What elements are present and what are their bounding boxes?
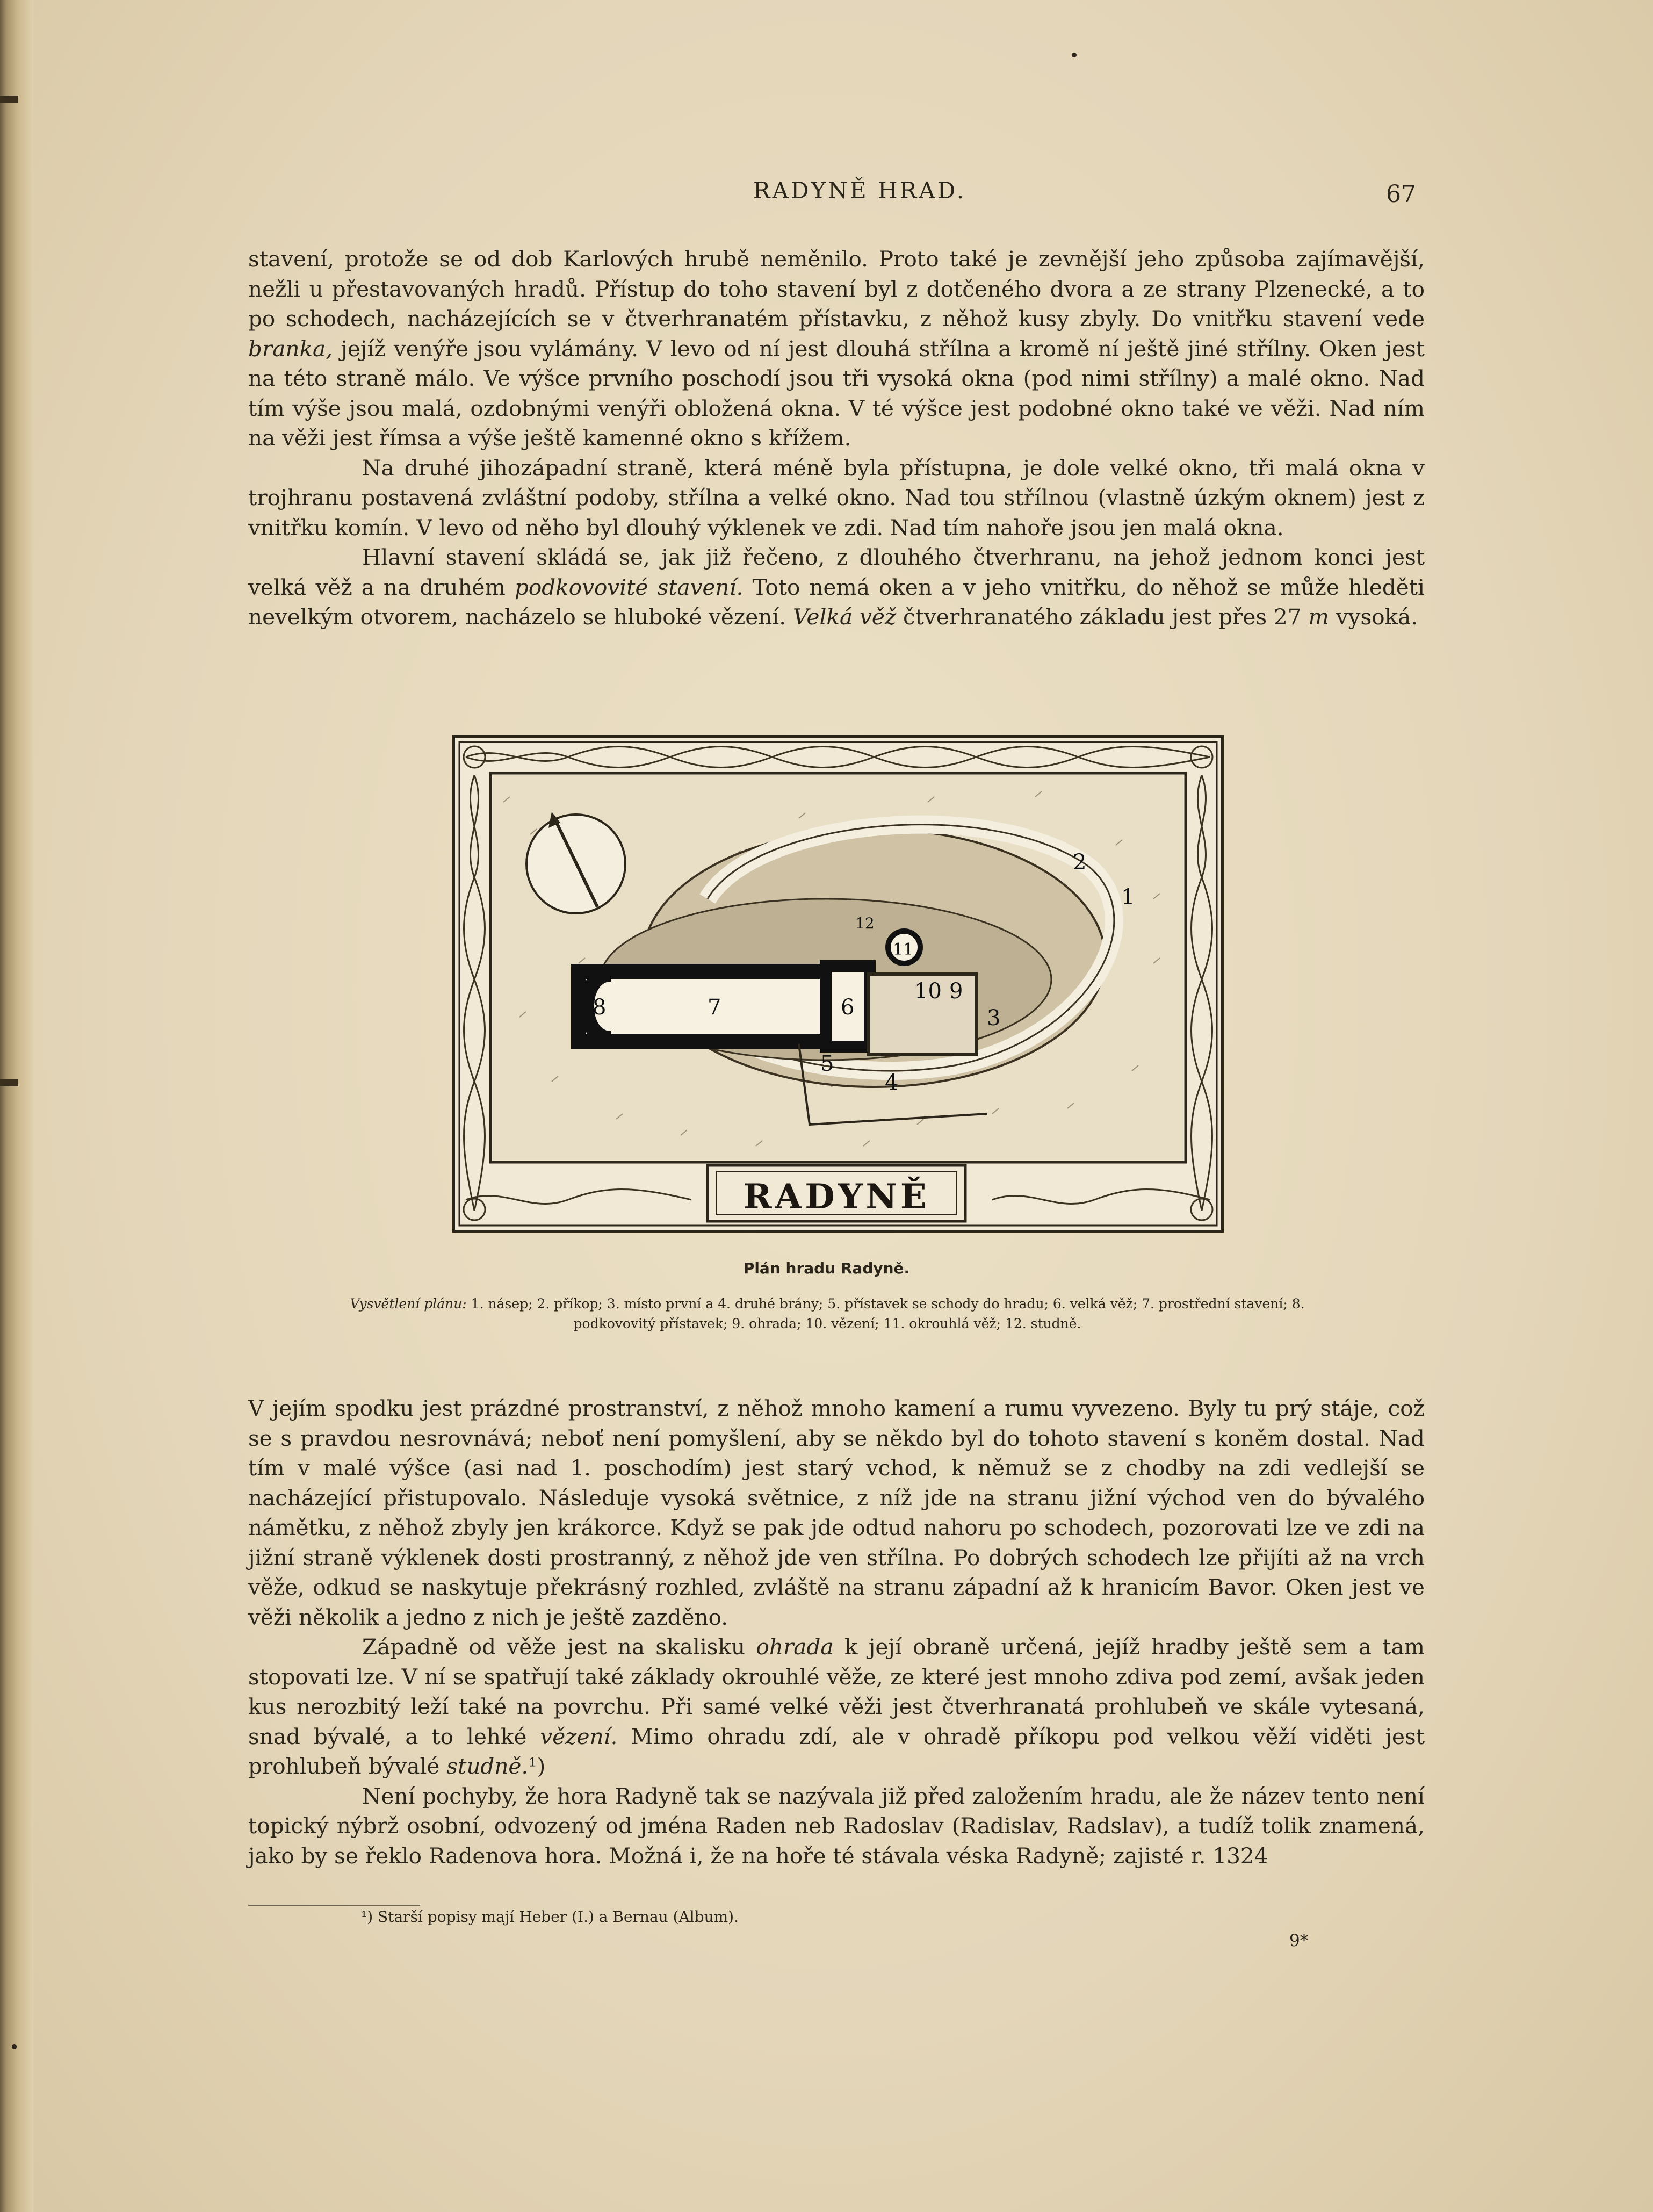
paragraph: [248, 1782, 1425, 1871]
plan-number: 7: [708, 995, 721, 1020]
text-run: Západně od věže jest na skalisku: [362, 1634, 756, 1660]
plan-number: 11: [893, 940, 914, 959]
text-run: V jejím spodku jest prázdné prostranství, z něhož mnoho kamení a rumu vyvezeno. Byly tu prý stáje, což se s pravdou nesrovnává; neboť není pomyšlení, aby se někdo byl do tohoto stavení s koněm dostal. Nad tím v malé výšce (asi nad 1. poschodím) jest starý vchod, k němuž se z chodby na zdi vedlejší se nacházející přistupovalo. Následuje vysoká světnice, z níž jde na stranu jižní východ ven do bývalého námětku, z něhož zbyly jen krákorce. Když se pak jde odtud nahoru po schodech, pozorovati lze ve zdi na jižní straně výklenek dosti prostranný, z něhož jde ven střílna. Po dobrých schodech lze přijíti až na vrch věže, odkud se naskytuje překrásný rozhled, zvláště na stranu západní až k hranicím Bavor. Oken jest ve věži několik a jedno z nich je ještě zazděno.: [248, 1395, 1425, 1630]
text-run: Není pochyby, že hora Radyně tak se nazývala již před založením hradu, ale že název tento není topický nýbrž osobní, odvozený od jména Raden neb Radoslav (Radislav, Radslav), a tudíž tolik znamená, jako by se řeklo Radenova hora. Možná i, že na hoře té stávala véska Radyně; zajisté r. 1324: [248, 1783, 1425, 1869]
footnote-rule: [248, 1905, 420, 1906]
text-run: ¹): [528, 1753, 546, 1779]
legend-text: 1. násep; 2. příkop; 3. místo první a 4. druhé brány; 5. přístavek se schody do hradu; 6. velká věž; 7. prostřední stavení; 8. podkovovitý přístavek; 9. ohrada; 10. vězení; 11. okrouhlá věž; 12. studně.: [466, 1296, 1305, 1331]
italic-text: studně.: [446, 1753, 529, 1779]
italic-text: m: [1308, 604, 1329, 630]
plan-number: 4: [885, 1070, 899, 1095]
plan-number: 8: [593, 995, 607, 1020]
italic-text: branka,: [248, 335, 333, 362]
book-binding-edge: [0, 0, 33, 2212]
castle-plan-figure: [452, 735, 1224, 1233]
italic-text: podkovovité stavení.: [514, 574, 744, 600]
page-number: 67: [1386, 181, 1416, 208]
plan-number: 9: [949, 979, 963, 1004]
figure-caption-title: Plán hradu Radyně.: [743, 1259, 910, 1277]
printing-speck: [12, 2044, 17, 2049]
paragraph: [248, 1394, 1425, 1632]
paragraph: [248, 453, 1425, 543]
top-text-block: [248, 244, 1425, 632]
text-run: Toto nemá oken a v jeho vnitřku, do něhož se může hleděti nevelkým otvorem, nacházelo se hluboké vězení.: [248, 574, 1425, 630]
printing-speck: [1072, 53, 1077, 57]
text-run: k její obraně určená, jejíž hradby ještě sem a tam stopovati lze. V ní se spatřují také základy okrouhlé věže, ze které jest mnoho zdiva pod zemí, avšak jeden kus nerozbitý leží také na povrchu. Při samé velké věži jest čtverhranatá prohlubeň ve skále vytesaná, snad bývalé, a to lehké: [248, 1634, 1425, 1749]
legend-label: Vysvětlení plánu:: [350, 1296, 467, 1312]
italic-text: ohrada: [756, 1634, 834, 1660]
binding-mark: [0, 96, 18, 103]
text-run: vysoká.: [1329, 604, 1418, 630]
bottom-text-block: [248, 1394, 1425, 1871]
text-run: Na druhé jihozápadní straně, která méně byla přístupna, je dole velké okno, tři malá okna v trojhranu postavená zvláštní podoby, střílna a velké okno. Nad tou střílnou (vlastně úzkým oknem) jest z vnitřku komín. V levo od něho byl dlouhý výklenek ve zdi. Nad tím nahoře jsou jen malá okna.: [248, 455, 1425, 541]
plan-banner: RADYNĚ: [743, 1177, 930, 1217]
castle-plan-drawing: [455, 738, 1221, 1230]
paragraph: [248, 1632, 1425, 1782]
italic-text: Velká věž: [792, 604, 897, 630]
plan-number: 5: [820, 1051, 834, 1076]
plan-number: 10: [914, 979, 942, 1004]
plan-number: 12: [855, 914, 875, 932]
plan-number: 1: [1121, 885, 1135, 910]
running-title: RADYNĚ HRAD.: [753, 177, 966, 204]
text-run: Mimo ohradu zdí, ale v ohradě příkopu pod velkou věží viděti jest prohlubeň bývalé: [248, 1723, 1425, 1779]
text-run: Hlavní stavení skládá se, jak již řečeno, z dlouhého čtverhranu, na jehož jednom konci jest velká věž a na druhém: [248, 544, 1425, 600]
signature-mark: 9*: [1289, 1931, 1309, 1950]
text-run: čtverhranatého základu jest přes 27: [896, 604, 1309, 630]
text-run: stavení, protože se od dob Karlových hrubě neměnilo. Proto také je zevnější jeho způsoba zajímavější, nežli u přestavovaných hradů. Přístup do toho stavení byl z dotčeného dvora a ze strany Plzenecké, a to po schodech, nacházejících se v čtverhranatém přístavku, z něhož kusy zbyly. Do vnitřku stavení vede: [248, 246, 1425, 332]
plan-number: 3: [987, 1006, 1001, 1031]
plan-number: 2: [1073, 850, 1087, 875]
plan-number: 6: [841, 995, 855, 1020]
text-run: jejíž venýře jsou vylámány. V levo od ní jest dlouhá střílna a kromě ní ještě jiné střílny. Oken jest na této straně málo. Ve výšce prvního poschodí jsou tři vysoká okna (pod nimi střílny) a malé okno. Nad tím výše jsou malá, ozdobnými venýři obložená okna. V té výšce jest podobné okno také ve věži. Nad ním na věži jest římsa a výše ještě kamenné okno s křížem.: [248, 335, 1425, 451]
footnote: ¹) Starší popisy mají Heber (I.) a Bernau (Album).: [361, 1908, 739, 1926]
figure-legend: [312, 1294, 1343, 1334]
paragraph: [248, 244, 1425, 453]
paragraph: [248, 543, 1425, 632]
running-head: [0, 177, 1653, 210]
binding-mark: [0, 1079, 18, 1086]
italic-text: vězení.: [540, 1723, 618, 1749]
